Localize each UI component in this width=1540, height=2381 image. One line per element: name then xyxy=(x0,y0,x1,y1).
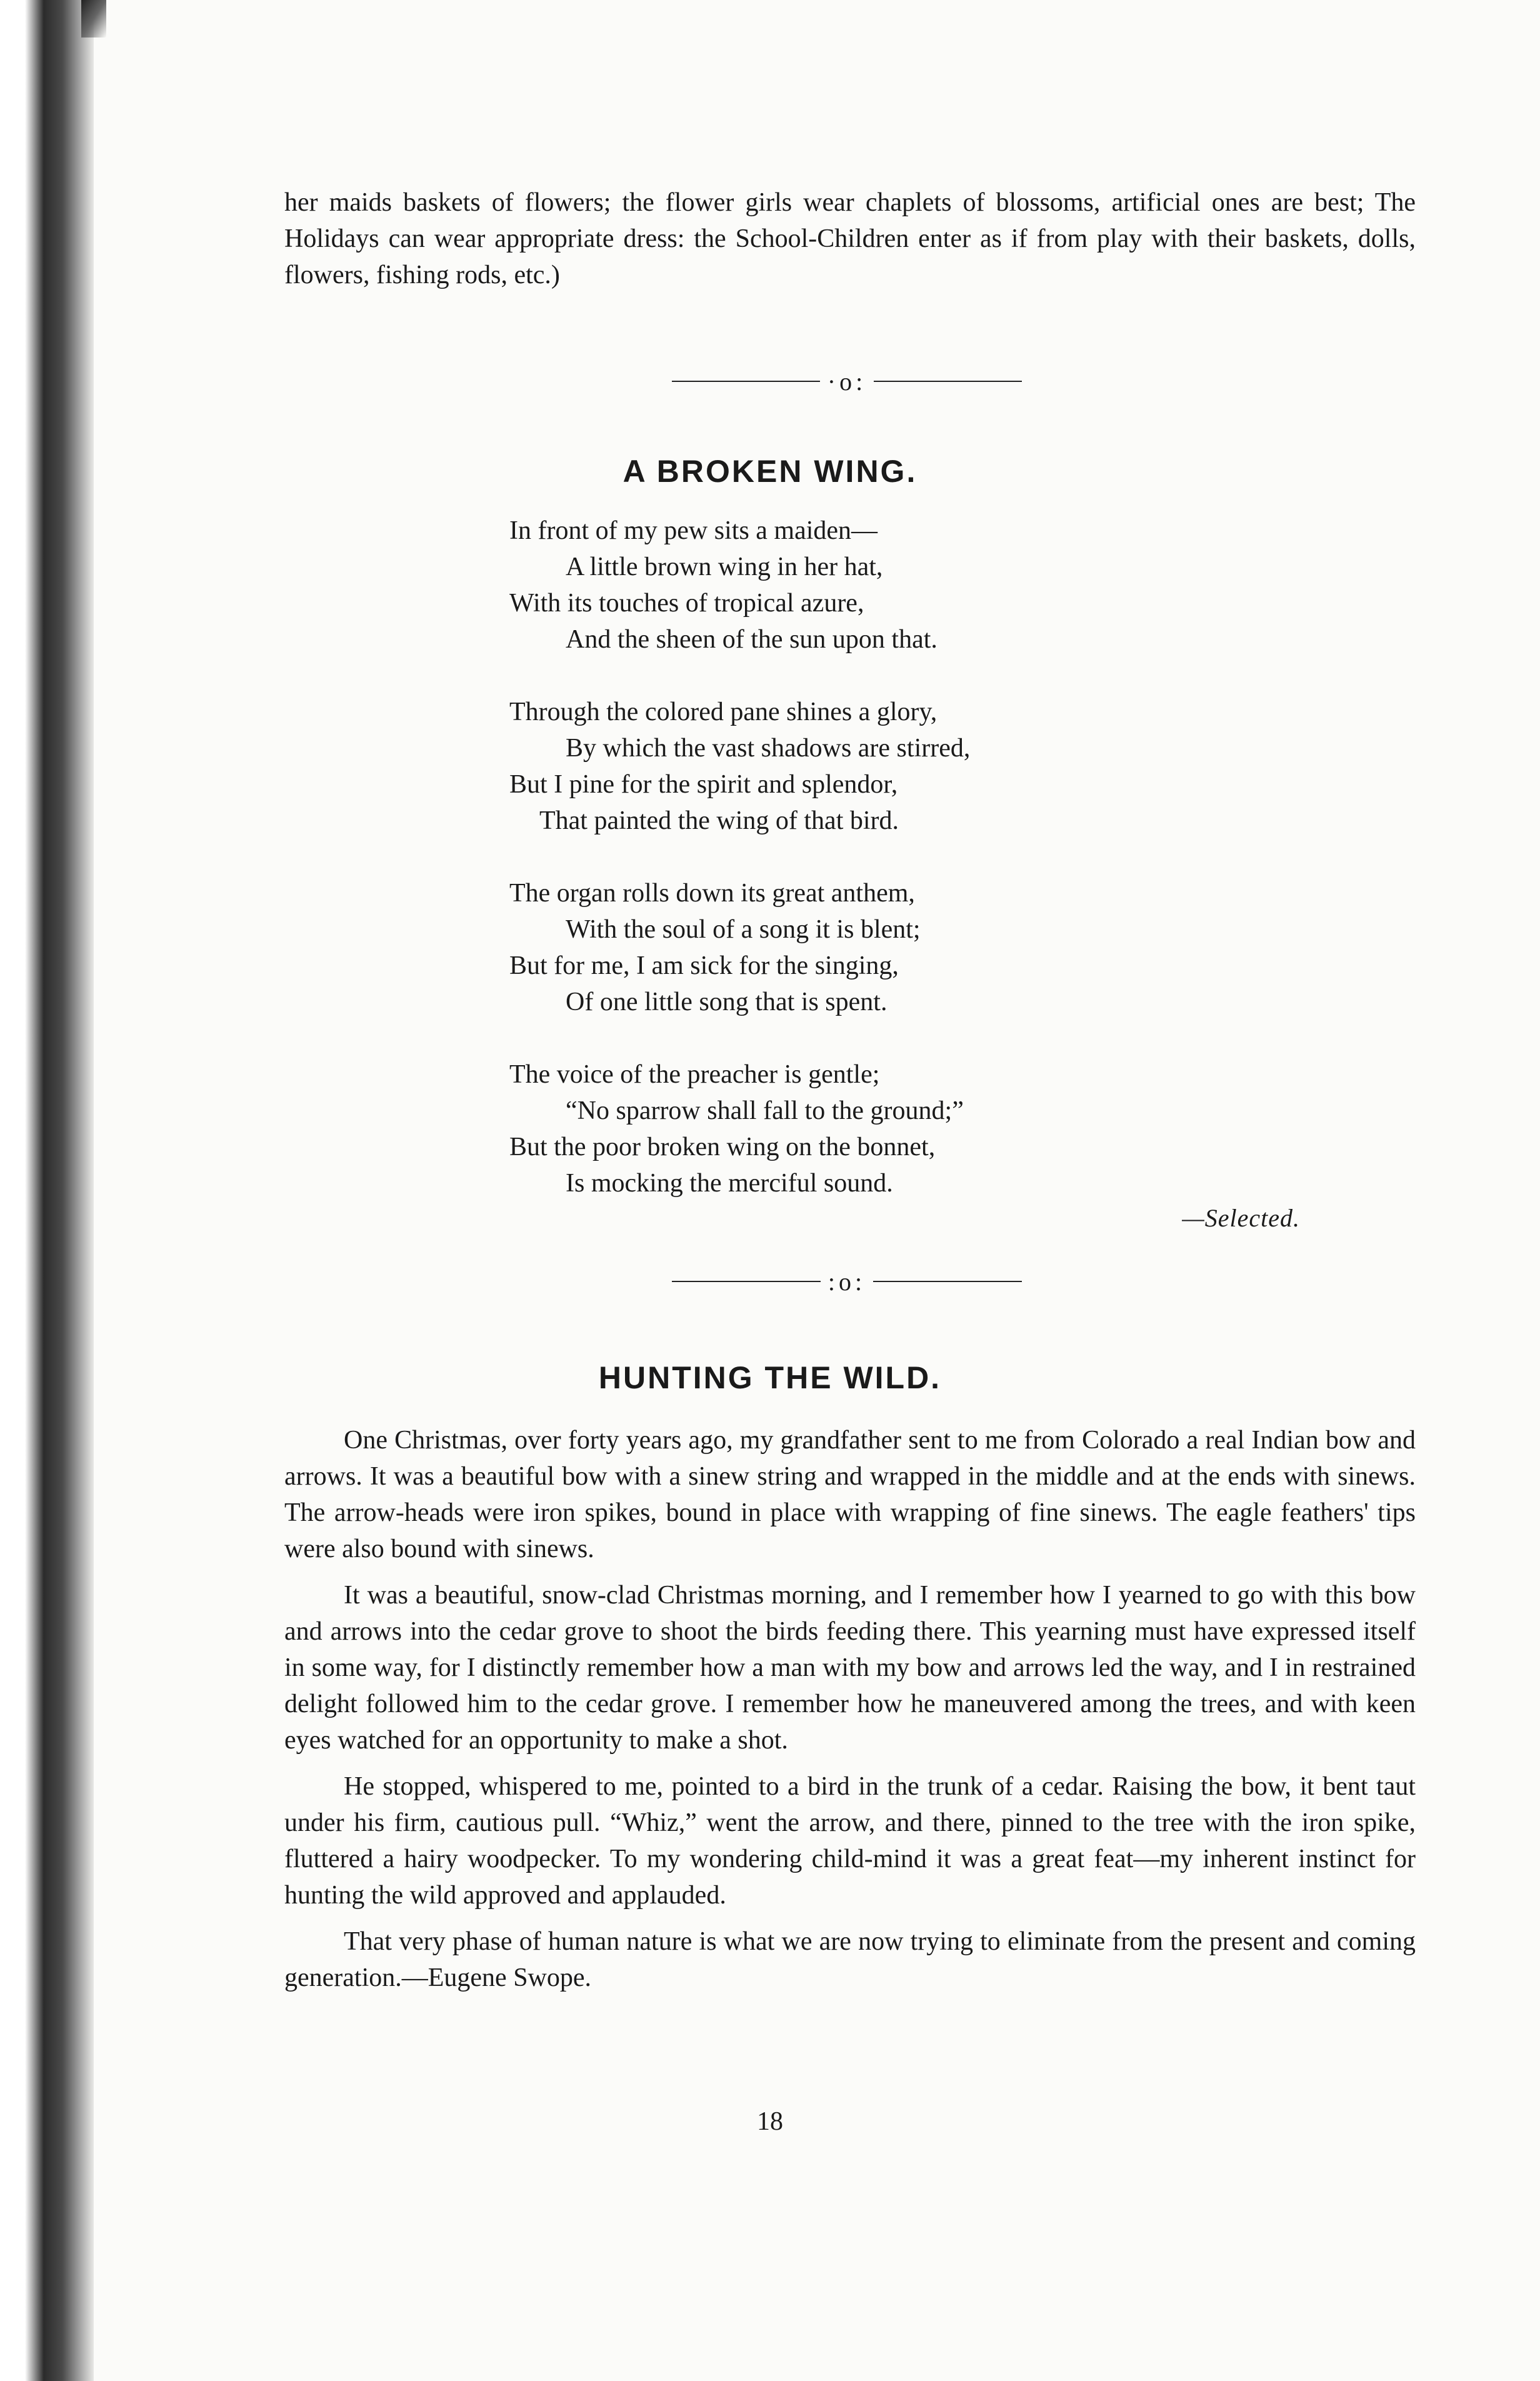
divider-rule-right xyxy=(873,1281,1022,1282)
poem-line: But for me, I am sick for the singing, xyxy=(509,951,899,980)
page-number: 18 xyxy=(757,2107,783,2136)
divider-rule-left xyxy=(672,1281,821,1282)
poem-title: A BROKEN WING. xyxy=(622,454,918,489)
poem-line: By which the vast shadows are stirred, xyxy=(566,734,971,763)
poem-line: A little brown wing in her hat, xyxy=(566,553,883,581)
poem-line: Is mocking the merciful sound. xyxy=(566,1169,893,1198)
intro-paragraph: her maids baskets of flowers; the flower girls wear chaplets of blossoms, artificial ones are best; The Holidays can wear appropriate dress: the School-Children enter as if from play with their baskets, dolls, flowers, fishing rods, etc.) xyxy=(284,188,1416,289)
poem-stanza-4 xyxy=(509,1056,1134,1201)
poem-line: That painted the wing of that bird. xyxy=(539,806,899,835)
poem-stanza-2 xyxy=(509,694,1134,839)
poem-line: And the sheen of the sun upon that. xyxy=(566,625,938,654)
poem-attribution: —Selected. xyxy=(1182,1204,1300,1232)
poem-line: With the soul of a song it is blent; xyxy=(566,915,921,944)
poem-line: In front of my pew sits a maiden— xyxy=(509,516,878,545)
article-paragraph: One Christmas, over forty years ago, my grandfather sent to me from Colorado a real Indian bow and arrows. It was a beautiful bow with a sinew string and wrapped in the middle and at the ends with sinews. The arrow-heads were iron spikes, bound in place with wrapping of fine sinews. The eagle feathers' tips were also bound with sinews. xyxy=(284,1426,1416,1563)
poem-line: But I pine for the spirit and splendor, xyxy=(509,770,898,799)
article-paragraph: He stopped, whispered to me, pointed to a bird in the trunk of a cedar. Raising the bow, it bent taut under his firm, cautious pull. “Whiz,” went the arrow, and there, pinned to the tree with the iron spike, fluttered a hairy woodpecker. To my wondering child-mind it was a great feat—my inherent instinct for hunting the wild approved and applauded. xyxy=(284,1772,1416,1910)
article-paragraph: It was a beautiful, snow-clad Christmas morning, and I remember how I yearned to go with this bow and arrows into the cedar grove to shoot the birds feeding there. This yearning must have expressed itself in some way, for I distinctly remember how a man with my bow and arrows led the way, and I in restrained delight followed him to the cedar grove. I remember how he maneuvered among the trees, and with keen eyes watched for an opportunity to make a shot. xyxy=(284,1581,1416,1755)
poem-line: Of one little song that is spent. xyxy=(566,988,888,1016)
article-title: HUNTING THE WILD. xyxy=(598,1360,942,1395)
poem-line: Through the colored pane shines a glory, xyxy=(509,698,938,726)
poem-body xyxy=(509,513,1134,1238)
divider-rule-right xyxy=(874,381,1022,382)
poem-line: But the poor broken wing on the bonnet, xyxy=(509,1133,936,1161)
poem-line: “No sparrow shall fall to the ground;” xyxy=(566,1096,964,1125)
article-paragraph: That very phase of human nature is what we are now trying to eliminate from the present and coming generation.—Eugene Swope. xyxy=(284,1927,1416,1992)
poem-line: With its touches of tropical azure, xyxy=(509,589,864,618)
article-body xyxy=(284,1422,1416,2006)
poem-line: The voice of the preacher is gentle; xyxy=(509,1060,880,1089)
page-corner-shadow xyxy=(81,0,106,38)
divider-mark: :o: xyxy=(828,1267,866,1296)
divider-rule-left xyxy=(672,381,820,382)
poem-stanza-1 xyxy=(509,513,1134,658)
divider-mark: ·o: xyxy=(827,367,867,396)
book-binding-edge xyxy=(0,0,94,2381)
section-divider-2 xyxy=(672,1269,1022,1294)
section-divider-1 xyxy=(672,369,1022,394)
poem-stanza-3 xyxy=(509,875,1134,1020)
poem-line: The organ rolls down its great anthem, xyxy=(509,879,915,908)
